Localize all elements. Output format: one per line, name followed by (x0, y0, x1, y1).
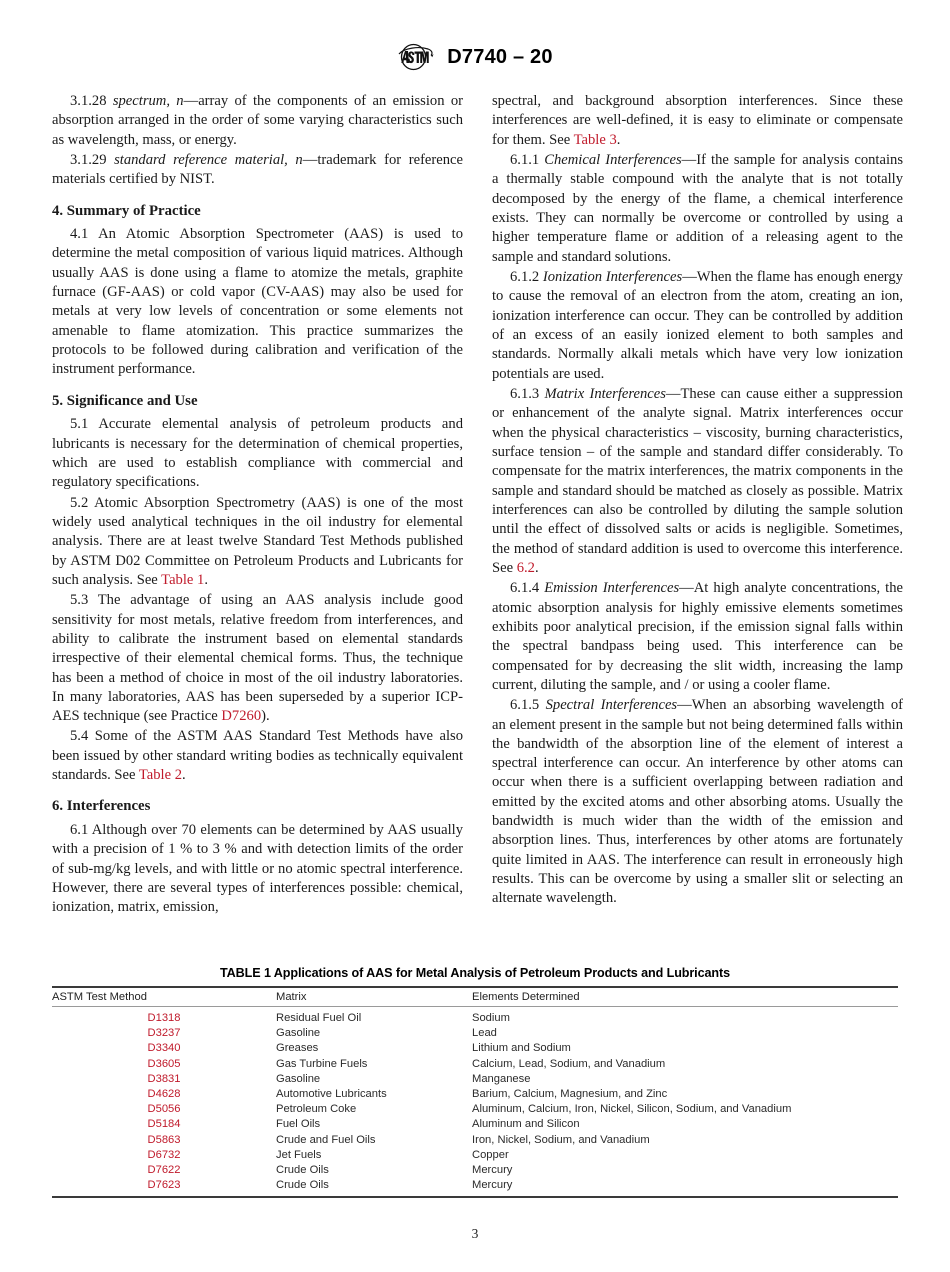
link-d1318[interactable]: D1318 (147, 1012, 181, 1024)
table-row (52, 1041, 898, 1056)
cell-elements-determined: Lead (472, 1027, 497, 1040)
paragraph-5-2 (52, 494, 463, 591)
table-header (52, 987, 898, 1007)
link-table-3[interactable]: Table 3 (573, 131, 617, 148)
column-header-astm-test-method: ASTM Test Method (52, 987, 276, 1007)
page-number: 3 (471, 1226, 479, 1241)
paragraph-text: —These can cause either a suppression or enhancement of the analyte signal. Matrix interferences occur when the physical characteristics – viscosity, burning characteristics, surface tension – of the sample and standard differ considerably. To compensate for the matrix interferences, the matrix components in the sample and standard should be matched as closely as possible. Matrix interferences can also be controlled by diluting the sample solution until the effect of dissolved salts or acids is negligible. Sometimes, the method of standard addition is used to overcome this interference. See (492, 385, 903, 576)
defined-term: spectrum, n (112, 93, 184, 109)
table-1-block (52, 966, 898, 1198)
cell-elements-determined: Barium, Calcium, Magnesium, and Zinc (472, 1087, 668, 1100)
cell-elements-determined: Aluminum, Calcium, Iron, Nickel, Silicon, Sodium, and Vanadium (472, 1103, 792, 1116)
paragraph-6-1-2 (492, 268, 903, 384)
cell-matrix: Jet Fuels (276, 1148, 322, 1161)
cell-elements-determined: Copper (472, 1148, 509, 1161)
link-table-1[interactable]: Table 1 (161, 571, 205, 588)
definition-text: —trademark for reference materials certified by NIST. (52, 151, 463, 188)
paragraph-text: —At high analyte concentrations, the atomic absorption analysis for highly emissive elements sometimes exhibits poor analytical precision, if the emission signal falls within the spectral bandpass being used. This interference can be compensated for by decreasing the slit width, increasing the lamp current, diluting the sample, and / or using a cooler flame. (492, 580, 903, 693)
cell-astm-test-method (52, 1071, 276, 1086)
table-row (52, 1132, 898, 1147)
cell-elements-determined: Iron, Nickel, Sodium, and Vanadium (472, 1133, 650, 1146)
table-row (52, 1086, 898, 1101)
link-d5056[interactable]: D5056 (147, 1103, 181, 1116)
cell-matrix: Automotive Lubricants (276, 1087, 387, 1100)
cell-matrix: Residual Fuel Oil (276, 1012, 362, 1024)
page-header (0, 42, 950, 72)
paragraph-text-tail: . (616, 131, 621, 148)
cell-astm-test-method (52, 1056, 276, 1071)
cell-elements-determined: Calcium, Lead, Sodium, and Vanadium (472, 1057, 666, 1070)
paragraph-text: 5.3 The advantage of using an AAS analysis include good sensitivity for most metals, relative freedom from interferences, and ability to calibrate the instrument based on elemental standards irrespective of their elemental chemical forms. Thus, the technique has been a method of choice in most of the oil industry laboratories. In many laboratories, AAS has been superseded by a superior ICP-AES technique (see Practice (52, 592, 463, 725)
paragraph-3-1-28 (52, 92, 463, 150)
paragraph-5-4 (52, 727, 463, 785)
link-d3340[interactable]: D3340 (147, 1042, 181, 1055)
page-footer (0, 1226, 950, 1242)
cell-astm-test-method (52, 1102, 276, 1117)
cell-astm-test-method (52, 1177, 276, 1197)
paragraph-text: —When the flame has enough energy to cause the removal of an electron from the atom, creating an ion, ionization interference can occur. They can be controlled by addition of an excess of an easily ionized element to both samples and standards. Normally alkali metals which have very low ionization potentials are used. (492, 268, 903, 382)
defined-term: Emission Interferences (544, 580, 680, 597)
paragraph-6-1-5 (492, 696, 903, 909)
link-d7260[interactable]: D7260 (221, 708, 262, 725)
left-column (52, 92, 463, 918)
definition-text: —array of the components of an emission or absorption arranged in the order of some varying characteristics such as wavelength, mass, or energy. (52, 93, 463, 148)
cell-astm-test-method (52, 1147, 276, 1162)
paragraph-5-3 (52, 591, 463, 726)
link-6-2[interactable]: 6.2 (516, 559, 535, 576)
paragraph-text: spectral, and background absorption interferences. Since these interferences are well-defined, it is easy to eliminate or compensate for them. See (492, 93, 903, 148)
defined-term: Spectral Interferences (545, 697, 678, 714)
body-columns (52, 92, 904, 918)
clause-number: 6.1.1 (510, 151, 545, 168)
link-d7622[interactable]: D7622 (147, 1163, 181, 1176)
clause-number: 6.1.3 (510, 385, 545, 402)
cell-elements-determined: Mercury (472, 1163, 513, 1176)
cell-elements-determined: Aluminum and Silicon (472, 1118, 580, 1131)
cell-astm-test-method (52, 1162, 276, 1177)
clause-number: 6.1.5 (510, 697, 546, 714)
cell-matrix: Petroleum Coke (276, 1103, 357, 1116)
paragraph-6-1-3 (492, 385, 903, 578)
paragraph-4-1: 4.1 An Atomic Absorption Spectrometer (AAS) is used to determine the metal composition of various liquid matrices. Although usually AAS is done using a flame to atomize the metals, graphite furnace (GF-AAS) or cold vapor (CV-AAS) may also be used for metals at very low levels of concentration or some elements not amenable to flame atomization. This practice summarizes the protocols to be followed during calibration and verification of the instrument performance. (52, 226, 463, 378)
defined-term: Matrix Interferences (544, 385, 666, 402)
cell-matrix: Fuel Oils (276, 1118, 321, 1131)
paragraph-text: 5.4 Some of the ASTM AAS Standard Test Methods have also been issued by other standard writing bodies as technically equivalent standards. See (52, 728, 463, 784)
paragraph-text: 5.2 Atomic Absorption Spectrometry (AAS) is one of the most widely used analytical techniques in the oil industry for elemental analysis. There are at least twelve Standard Test Methods published by ASTM D02 Committee on Petroleum Products and Lubricants for such analysis. See (52, 494, 463, 588)
paragraph-text-tail: ). (261, 708, 270, 725)
table-row (52, 1162, 898, 1177)
link-d5184[interactable]: D5184 (147, 1118, 181, 1131)
table-footer-rule (52, 1197, 898, 1198)
table-header-row (52, 987, 898, 1007)
cell-astm-test-method (52, 1132, 276, 1147)
link-d3237[interactable]: D3237 (147, 1027, 181, 1040)
table-row (52, 1147, 898, 1162)
section-heading-6: 6. Interferences (52, 798, 151, 815)
table-row (52, 1071, 898, 1086)
cell-elements-determined: Lithium and Sodium (472, 1042, 571, 1055)
paragraph-6-1: 6.1 Although over 70 elements can be determined by AAS usually with a precision of 1 % to 3 % and with detection limits of the order of sub-mg/kg levels, and with little or no atomic spectral interference. However, there are several types of interferences possible: chemical, ionization, matrix, emission, (52, 821, 463, 916)
link-d4628[interactable]: D4628 (147, 1087, 181, 1100)
link-d5863[interactable]: D5863 (147, 1133, 181, 1146)
paragraph-6-1-continued (492, 92, 903, 150)
paragraph-3-1-29 (52, 151, 463, 190)
cell-astm-test-method (52, 1026, 276, 1041)
paragraph-text-tail: . (182, 767, 186, 784)
paragraph-text-tail: . (534, 559, 539, 576)
clause-number: 3.1.28 (70, 93, 113, 109)
clause-number: 6.1.4 (510, 580, 545, 597)
cell-astm-test-method (52, 1007, 276, 1026)
paragraph-6-1-4 (492, 579, 903, 695)
link-d7623[interactable]: D7623 (147, 1179, 181, 1192)
cell-elements-determined: Mercury (472, 1179, 513, 1192)
cell-matrix: Crude Oils (276, 1163, 329, 1176)
cell-matrix: Greases (276, 1042, 319, 1055)
table-row (52, 1056, 898, 1071)
cell-matrix: Gas Turbine Fuels (276, 1057, 368, 1070)
right-column (492, 92, 903, 918)
paragraph-text: —When an absorbing wavelength of an element present in the sample but not being determined falls within the bandwidth of the absorption line of the element of interest a spectral interference can occur. An interference by other atoms can occur when there is a sufficient overlapping between radiation and emitted by the excited atoms and other absorbing atoms. Usually the bandwidth is much wider than the width of the emission and absorption lines. Thus, interferences by other atoms are fortunately quite limited in AAS. The interference can result in erroneously high results. This can be overcome by using a smaller slit or selecting an alternate wavelength. (492, 697, 903, 907)
cell-astm-test-method (52, 1086, 276, 1101)
cell-matrix: Crude and Fuel Oils (276, 1133, 376, 1146)
cell-matrix: Crude Oils (276, 1179, 329, 1192)
table-row (52, 1007, 898, 1026)
table-row (52, 1026, 898, 1041)
table-bottom-rule (52, 1197, 898, 1198)
column-header-elements-determined: Elements Determined (472, 987, 898, 1007)
defined-term: Ionization Interferences (542, 268, 683, 285)
table-row (52, 1177, 898, 1197)
link-table-2[interactable]: Table 2 (138, 767, 183, 784)
cell-astm-test-method (52, 1041, 276, 1056)
cell-elements-determined: Manganese (472, 1072, 531, 1085)
clause-number: 6.1.2 (510, 268, 543, 285)
document-designation: D7740 – 20 (447, 45, 553, 68)
cell-astm-test-method (52, 1117, 276, 1132)
cell-matrix: Gasoline (276, 1072, 321, 1085)
link-d6732[interactable]: D6732 (147, 1148, 181, 1161)
astm-logo-icon (397, 42, 435, 72)
paragraph-6-1-1 (492, 151, 903, 267)
table-row (52, 1117, 898, 1132)
paragraph-text-tail: . (204, 571, 208, 588)
link-d3605[interactable]: D3605 (147, 1057, 181, 1070)
section-heading-5: 5. Significance and Use (52, 392, 198, 409)
table-body (52, 1007, 898, 1198)
defined-term: Chemical Interferences (544, 151, 682, 168)
paragraph-5-1: 5.1 Accurate elemental analysis of petroleum products and lubricants is necessary for the determination of chemical properties, which are used to establish compliance with commercial and regulatory specifications. (52, 416, 463, 491)
defined-term: standard reference material, n (114, 151, 303, 168)
paragraph-text: —If the sample for analysis contains a thermally stable compound with the analyte that is not totally decomposed by the energy of the flame, a chemical interference exists. They can normally be overcome or controlled by using a higher temperature flame or addition of a releasing agent to the sample and standard solutions. (492, 151, 903, 265)
cell-elements-determined: Sodium (472, 1012, 510, 1024)
link-d3831[interactable]: D3831 (147, 1072, 181, 1085)
section-heading-4: 4. Summary of Practice (52, 202, 201, 219)
cell-matrix: Gasoline (276, 1027, 321, 1040)
table-1-title: TABLE 1 Applications of AAS for Metal Analysis of Petroleum Products and Lubricants (220, 966, 730, 980)
clause-number: 3.1.29 (70, 151, 115, 168)
column-header-matrix: Matrix (276, 987, 472, 1007)
table-row (52, 1102, 898, 1117)
table-1 (52, 986, 898, 1198)
